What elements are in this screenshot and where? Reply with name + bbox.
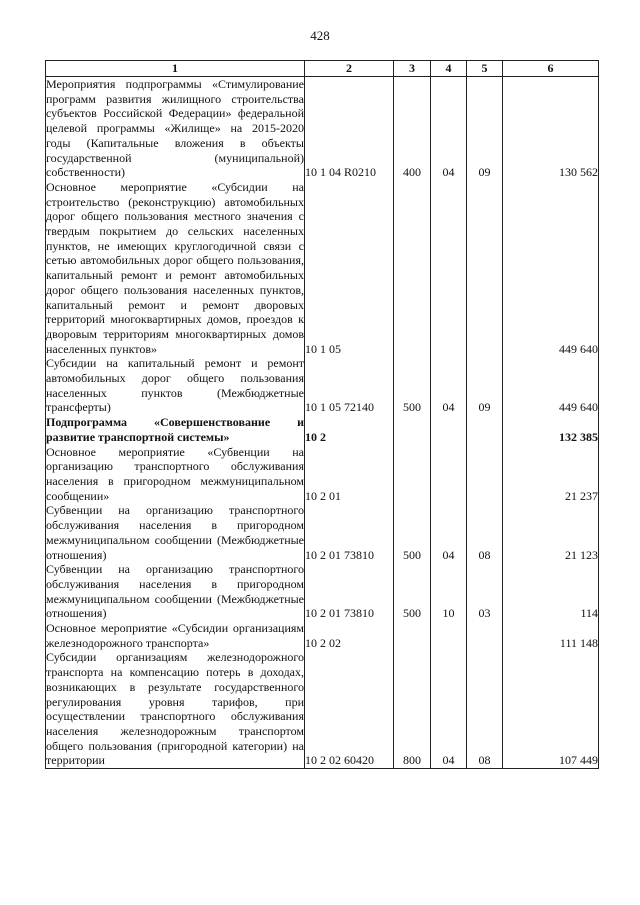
row-expense-type: 500 [394, 503, 431, 562]
table-row [46, 77, 599, 180]
column-header: 6 [503, 61, 599, 77]
row-code: 10 2 [305, 415, 394, 444]
row-subsection [467, 180, 503, 356]
row-expense-type [394, 445, 431, 504]
column-header: 4 [431, 61, 467, 77]
row-name: Основное мероприятие «Субсидии на строительство (реконструкцию) автомобильных дорог общего пользования местного значения с твердым покрытием до сельских населенных пунктов, не имеющих круглогодичной связи с сетью автомобильных дорог общего пользования, капитальный ремонт и ремонт автомобильных дорог общего пользования населенных пунктов, капитальный ремонт и ремонт дворовых территорий многоквартирных домов, проездов к дворовым территориям многоквартирных домов населенных пунктов» [46, 179, 304, 356]
row-code: 10 2 01 73810 [305, 562, 394, 621]
row-sum [503, 768, 599, 769]
row-subsection [467, 445, 503, 504]
row-section [431, 415, 467, 444]
row-sum: 21 237 [503, 445, 599, 504]
row-expense-type: 800 [394, 650, 431, 768]
table-row [46, 768, 599, 769]
row-code: 10 1 05 [305, 180, 394, 356]
row-subsection: 09 [467, 356, 503, 415]
table-header-row [46, 61, 599, 77]
row-expense-type: 500 [394, 356, 431, 415]
table-row-subprogram [46, 415, 599, 444]
row-expense-type [394, 415, 431, 444]
row-section: 10 [431, 562, 467, 621]
row-sum: 449 640 [503, 180, 599, 356]
row-section: 04 [431, 650, 467, 768]
row-sum: 132 385 [503, 415, 599, 444]
row-section: 04 [431, 503, 467, 562]
row-expense-type [394, 768, 431, 769]
row-section [431, 621, 467, 650]
row-name: Основное мероприятие «Субсидии организациям железнодорожного транспорта» [46, 621, 304, 650]
table-row [46, 356, 599, 415]
row-expense-type: 400 [394, 77, 431, 180]
row-expense-type: 500 [394, 562, 431, 621]
row-name: Подпрограмма «Совершенствование и развитие транспортной системы» [46, 415, 304, 444]
column-header: 1 [46, 61, 305, 77]
row-subsection [467, 415, 503, 444]
row-section: 04 [431, 77, 467, 180]
table-row [46, 503, 599, 562]
budget-table [45, 60, 599, 769]
row-sum: 111 148 [503, 621, 599, 650]
table-row [46, 445, 599, 504]
row-name: Мероприятия подпрограммы «Стимулирование программ развития жилищного строительства субъектов Российской Федерации» федеральной целевой программы «Жилище» на 2015-2020 годы (Капитальные вложения в объекты государственной (муниципальной) собственности) [46, 77, 304, 180]
column-header: 3 [394, 61, 431, 77]
row-name: Субсидии организациям железнодорожного транспорта на компенсацию потерь в доходах, возникающих в результате государственного регулирования уровня тарифов, при осуществлении транспортного обслуживания населения железнодорожным транспортом общего пользования (пригородной категории) на территории [46, 650, 304, 768]
row-code [305, 768, 394, 769]
row-section [431, 768, 467, 769]
page-number: 428 [310, 28, 330, 43]
row-code: 10 2 01 73810 [305, 503, 394, 562]
row-subsection: 08 [467, 650, 503, 768]
table-row [46, 562, 599, 621]
row-sum: 114 [503, 562, 599, 621]
row-name: Основное мероприятие «Субвенции на организацию транспортного обслуживания населения в пригородном межмуниципальном сообщении» [46, 444, 304, 503]
table-row [46, 180, 599, 356]
row-section [431, 445, 467, 504]
row-name: Субвенции на организацию транспортного обслуживания населения в пригородном межмуниципальном сообщении (Межбюджетные отношения) [46, 562, 304, 621]
row-expense-type [394, 180, 431, 356]
table-row [46, 650, 599, 768]
row-sum: 21 123 [503, 503, 599, 562]
row-code: 10 1 04 R0210 [305, 77, 394, 180]
row-subsection [467, 621, 503, 650]
row-subsection: 08 [467, 503, 503, 562]
row-subsection [467, 768, 503, 769]
row-section: 04 [431, 356, 467, 415]
row-section [431, 180, 467, 356]
table-row [46, 621, 599, 650]
row-code: 10 2 01 [305, 445, 394, 504]
row-sum: 130 562 [503, 77, 599, 180]
row-sum: 449 640 [503, 356, 599, 415]
row-code: 10 2 02 [305, 621, 394, 650]
column-header: 5 [467, 61, 503, 77]
column-header: 2 [305, 61, 394, 77]
row-subsection: 09 [467, 77, 503, 180]
row-subsection: 03 [467, 562, 503, 621]
row-code: 10 1 05 72140 [305, 356, 394, 415]
row-name: Субсидии на капитальный ремонт и ремонт автомобильных дорог общего пользования населенных пунктов (Межбюджетные трансферты) [46, 356, 304, 415]
row-name [46, 768, 305, 769]
row-code: 10 2 02 60420 [305, 650, 394, 768]
row-name: Субвенции на организацию транспортного обслуживания населения в пригородном межмуниципальном сообщении (Межбюджетные отношения) [46, 503, 304, 562]
row-sum: 107 449 [503, 650, 599, 768]
row-expense-type [394, 621, 431, 650]
